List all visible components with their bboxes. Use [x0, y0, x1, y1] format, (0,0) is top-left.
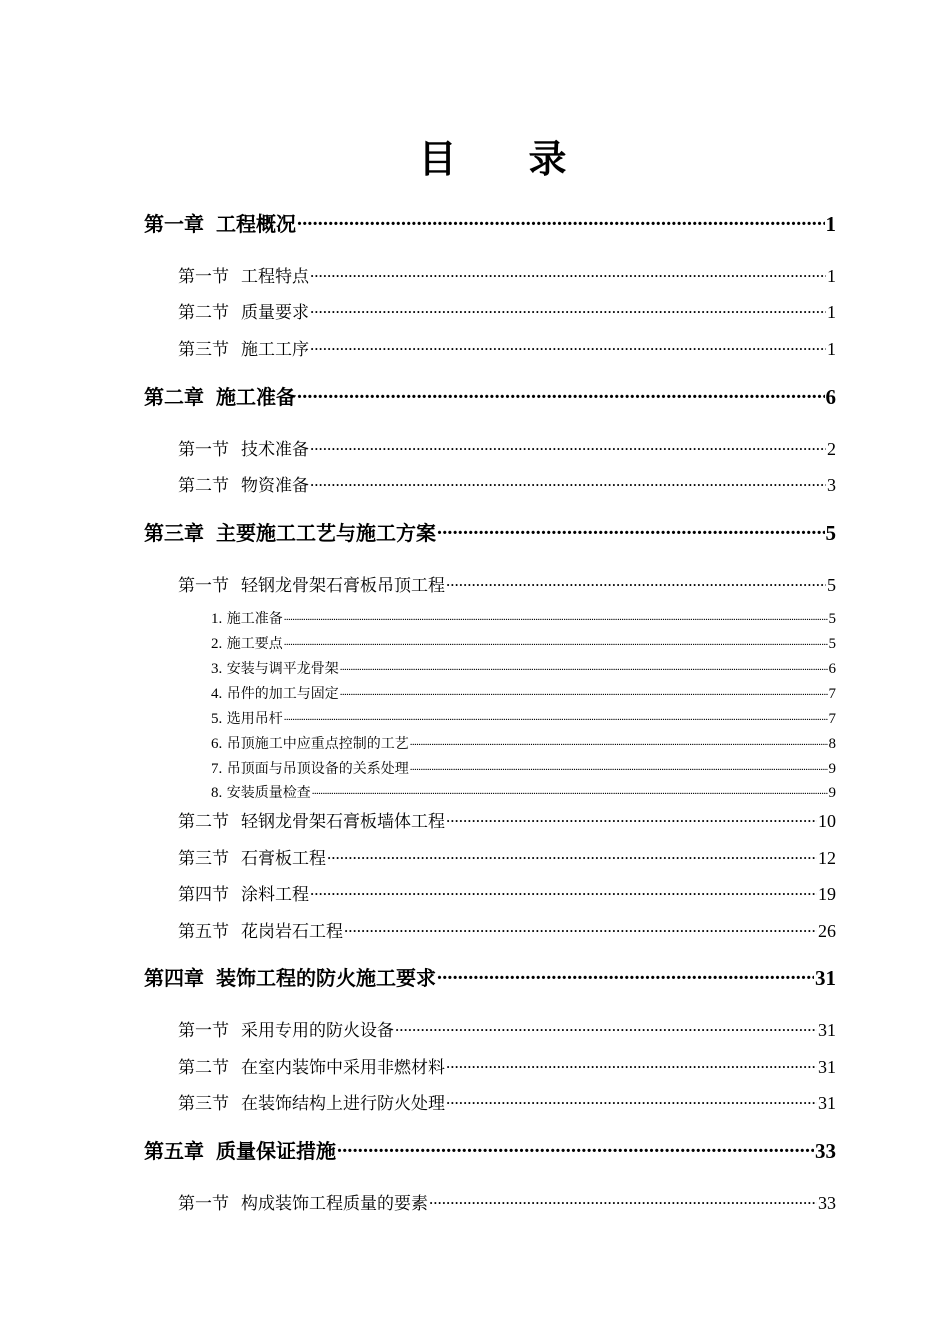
dot-leader — [284, 634, 828, 648]
item-heading: 6. 吊顶施工中应重点控制的工艺 — [211, 736, 409, 752]
section-heading: 第一节 构成装饰工程质量的要素 — [178, 1194, 428, 1214]
toc-item-3-1-8[interactable] — [211, 782, 836, 802]
toc-item-3-1-3[interactable] — [211, 658, 836, 678]
chapter-heading: 第二章 施工准备 — [144, 385, 296, 409]
dot-leader — [340, 659, 828, 673]
chapter-heading: 第一章 工程概况 — [144, 212, 296, 236]
dot-leader — [284, 709, 828, 723]
toc-section-3-3[interactable] — [178, 844, 836, 868]
chapter-heading: 第四章 装饰工程的防火施工要求 — [144, 966, 436, 990]
dot-leader — [446, 1091, 817, 1109]
page-number: 7 — [828, 686, 836, 702]
section-heading: 第三节 石膏板工程 — [178, 849, 326, 869]
section-heading: 第一节 采用专用的防火设备 — [178, 1021, 394, 1041]
toc-item-3-1-2[interactable] — [211, 633, 836, 653]
toc-section-3-4[interactable] — [178, 880, 836, 904]
section-heading: 第二节 在室内装饰中采用非燃材料 — [178, 1058, 445, 1078]
section-heading: 第一节 轻钢龙骨架石膏板吊顶工程 — [178, 576, 445, 596]
toc-chapter-2[interactable] — [144, 381, 836, 411]
section-heading: 第三节 在装饰结构上进行防火处理 — [178, 1094, 445, 1114]
page-number: 3 — [827, 475, 836, 495]
toc-item-3-1-1[interactable] — [211, 608, 836, 628]
page-number: 31 — [818, 1020, 836, 1040]
dot-leader — [327, 846, 817, 864]
dot-leader — [437, 518, 825, 540]
dot-leader — [310, 337, 826, 355]
page-number: 19 — [818, 884, 836, 904]
item-heading: 7. 吊顶面与吊顶设备的关系处理 — [211, 761, 409, 777]
toc-chapter-4[interactable] — [144, 962, 836, 992]
toc-item-3-1-7[interactable] — [211, 758, 836, 778]
page-number: 31 — [818, 1093, 836, 1113]
toc-chapter-3[interactable] — [144, 517, 836, 547]
page-number: 6 — [825, 385, 836, 409]
item-heading: 2. 施工要点 — [211, 636, 283, 652]
dot-leader — [340, 684, 828, 698]
section-heading: 第四节 涂料工程 — [178, 885, 309, 905]
dot-leader — [395, 1018, 817, 1036]
dot-leader — [410, 734, 828, 748]
toc-chapter-1[interactable] — [144, 208, 836, 238]
toc-section-3-1[interactable] — [178, 571, 836, 595]
page-number: 5 — [828, 611, 836, 627]
toc-title — [0, 128, 950, 183]
section-heading: 第五节 花岗岩石工程 — [178, 922, 343, 942]
dot-leader — [429, 1191, 817, 1209]
toc-section-4-1[interactable] — [178, 1016, 836, 1040]
page-number: 26 — [818, 921, 836, 941]
page-number: 10 — [818, 811, 836, 831]
page-number: 5 — [828, 636, 836, 652]
toc-section-4-2[interactable] — [178, 1053, 836, 1077]
toc-section-4-3[interactable] — [178, 1089, 836, 1113]
toc-section-3-2[interactable] — [178, 807, 836, 831]
page-number: 1 — [827, 266, 836, 286]
chapter-heading: 第三章 主要施工工艺与施工方案 — [144, 521, 436, 545]
section-heading: 第二节 质量要求 — [178, 303, 309, 323]
page-number: 33 — [815, 1139, 836, 1163]
dot-leader — [310, 882, 817, 900]
section-heading: 第三节 施工工序 — [178, 340, 309, 360]
section-heading: 第一节 工程特点 — [178, 267, 309, 287]
page-number: 5 — [825, 521, 836, 545]
section-heading: 第一节 技术准备 — [178, 440, 309, 460]
dot-leader — [410, 759, 828, 773]
dot-leader — [297, 209, 825, 231]
section-heading: 第二节 物资准备 — [178, 476, 309, 496]
dot-leader — [284, 609, 828, 623]
toc-item-3-1-5[interactable] — [211, 708, 836, 728]
page-number: 1 — [827, 302, 836, 322]
item-heading: 4. 吊件的加工与固定 — [211, 686, 339, 702]
page-number: 7 — [828, 711, 836, 727]
page-number: 6 — [828, 661, 836, 677]
page-number: 1 — [827, 339, 836, 359]
toc-item-3-1-4[interactable] — [211, 683, 836, 703]
page-number: 31 — [818, 1057, 836, 1077]
dot-leader — [297, 382, 825, 404]
toc-section-1-3[interactable] — [178, 335, 836, 359]
toc-chapter-5[interactable] — [144, 1135, 836, 1165]
dot-leader — [310, 437, 826, 455]
toc-section-5-1[interactable] — [178, 1189, 836, 1213]
chapter-heading: 第五章 质量保证措施 — [144, 1139, 336, 1163]
dot-leader — [310, 300, 826, 318]
page-number: 9 — [828, 785, 836, 801]
page-number: 1 — [825, 212, 836, 236]
page-number: 31 — [815, 966, 836, 990]
dot-leader — [310, 264, 826, 282]
dot-leader — [446, 573, 826, 591]
dot-leader — [337, 1136, 814, 1158]
toc-section-1-1[interactable] — [178, 262, 836, 286]
toc-section-2-2[interactable] — [178, 471, 836, 495]
page-number: 8 — [828, 736, 836, 752]
dot-leader — [344, 919, 817, 937]
page-number: 33 — [818, 1193, 836, 1213]
item-heading: 8. 安装质量检查 — [211, 785, 311, 801]
page-number: 9 — [828, 761, 836, 777]
toc-section-2-1[interactable] — [178, 435, 836, 459]
dot-leader — [437, 963, 814, 985]
toc-item-3-1-6[interactable] — [211, 733, 836, 753]
dot-leader — [446, 809, 817, 827]
item-heading: 1. 施工准备 — [211, 611, 283, 627]
toc-title-char-2: 录 — [528, 137, 567, 181]
dot-leader — [312, 783, 828, 797]
page-number: 5 — [827, 575, 836, 595]
toc-title-char-1: 目 — [418, 137, 457, 181]
dot-leader — [446, 1055, 817, 1073]
toc-section-1-2[interactable] — [178, 298, 836, 322]
page-number: 2 — [827, 439, 836, 459]
page-number: 12 — [818, 848, 836, 868]
item-heading: 3. 安装与调平龙骨架 — [211, 661, 339, 677]
dot-leader — [310, 473, 826, 491]
section-heading: 第二节 轻钢龙骨架石膏板墙体工程 — [178, 812, 445, 832]
item-heading: 5. 选用吊杆 — [211, 711, 283, 727]
toc-section-3-5[interactable] — [178, 917, 836, 941]
